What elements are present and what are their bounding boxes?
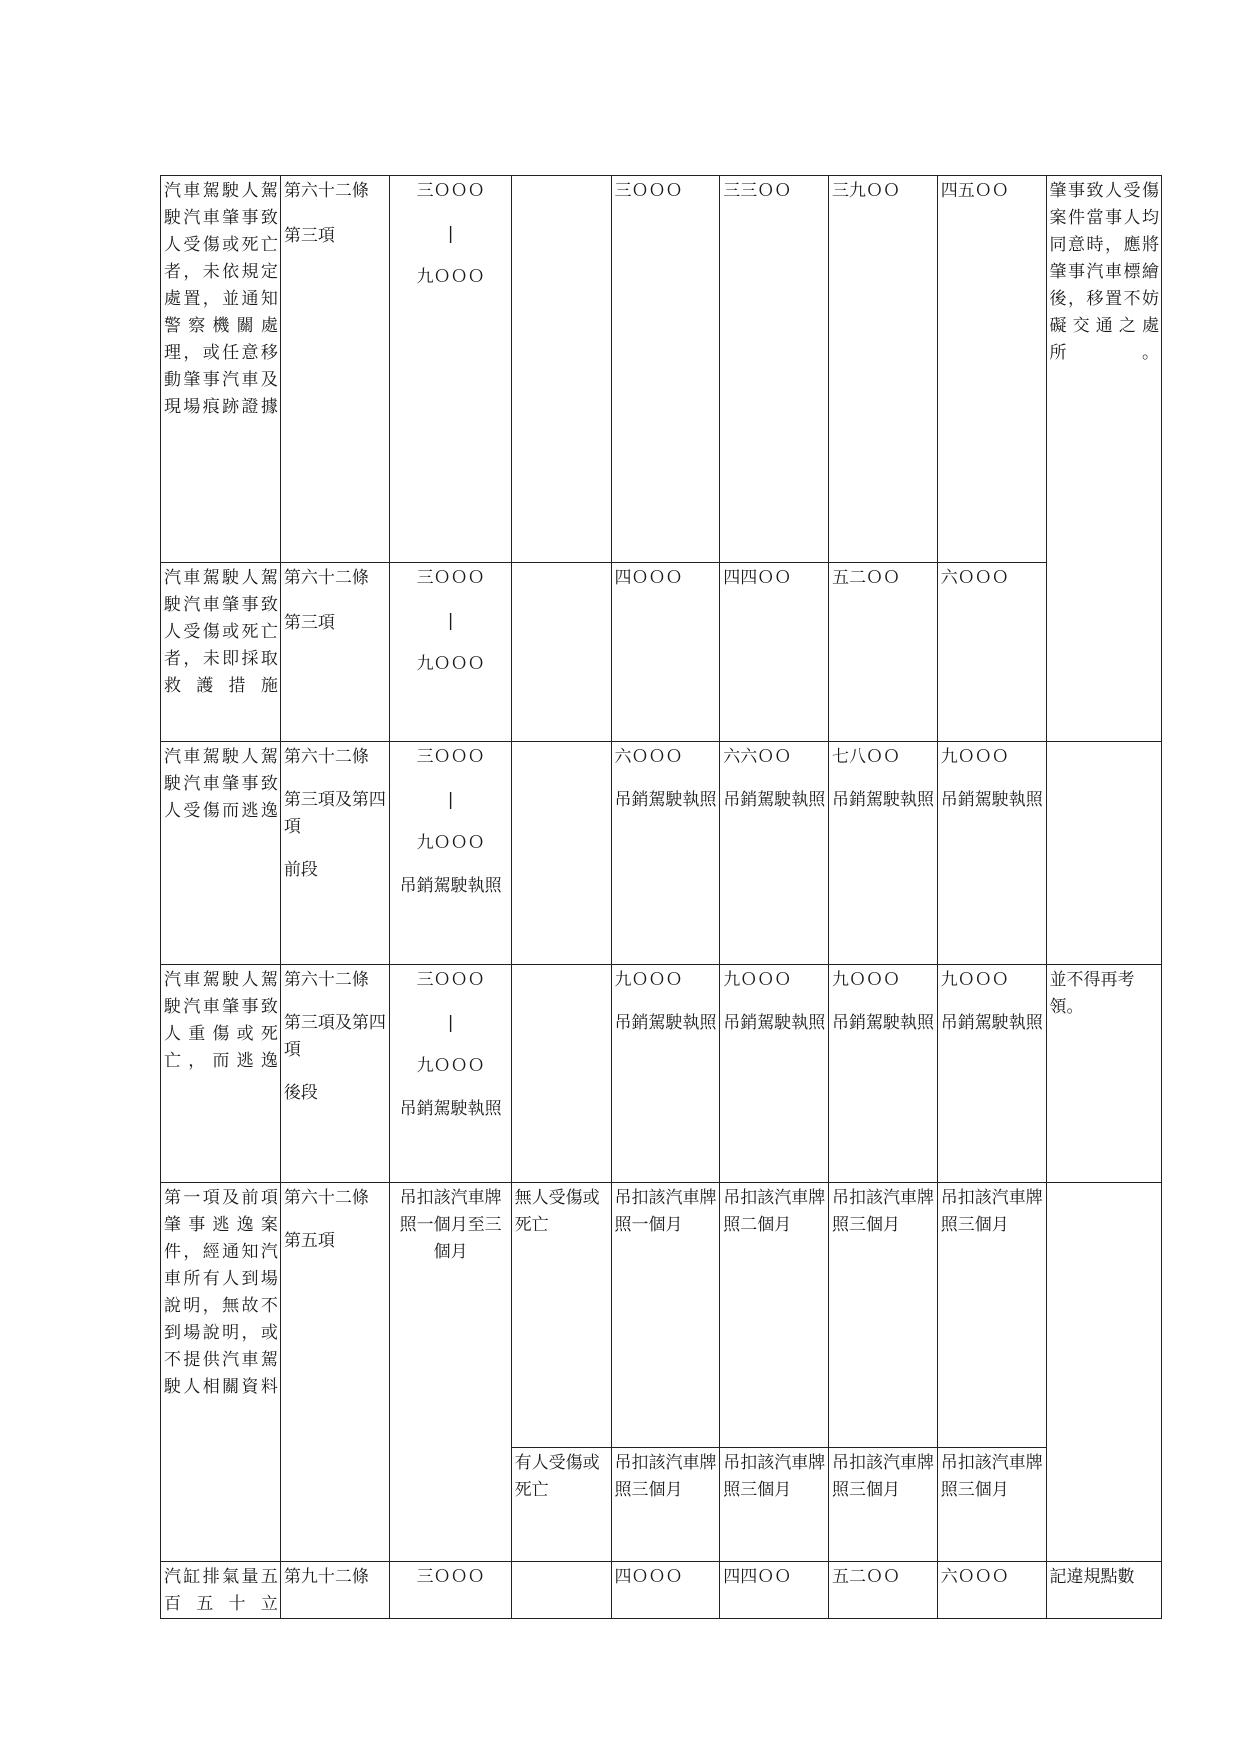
- fine-range-low: 三ＯＯＯ: [416, 970, 485, 990]
- table-row: [161, 176, 1162, 563]
- fine-range-separator: |: [447, 790, 454, 810]
- fine-tier-3: 吊扣該汽車牌照三個月: [829, 1448, 938, 1562]
- condition-cell: [511, 176, 611, 563]
- fine-tier-3: [829, 965, 938, 1183]
- fine-tier-amount: 六六ＯＯ: [723, 747, 792, 767]
- violation-cell: 汽車駕駛人駕駛汽車肇事致人受傷或死亡者，未依規定處置，並通知警察機關處理，或任意移動肇事汽車及現場痕跡證據: [161, 176, 281, 563]
- fine-tier-1: [611, 965, 720, 1183]
- violation-cell: 汽缸排氣量五百五十立: [161, 1562, 281, 1619]
- fine-tier-sanction: 吊銷駕駛執照: [832, 1013, 935, 1033]
- article-main: 第六十二條: [283, 181, 369, 201]
- fine-tier-3: 五二ＯＯ: [829, 563, 938, 742]
- fine-range-low: 三ＯＯＯ: [416, 181, 485, 201]
- fine-tier-4: 吊扣該汽車牌照三個月: [937, 1448, 1046, 1562]
- note-cell: 記違規點數: [1046, 1562, 1161, 1619]
- fine-tier-2: 吊扣該汽車牌照三個月: [720, 1448, 829, 1562]
- article-clause: 第五項: [283, 1231, 335, 1251]
- violation-cell: 汽車駕駛人駕駛汽車肇事致人受傷或死亡者，未即採取救護措施: [161, 563, 281, 742]
- fine-tier-sanction: 吊銷駕駛執照: [940, 1013, 1043, 1033]
- article-clause: 第三項及第四項: [283, 1013, 386, 1060]
- fine-tier-1: 三ＯＯＯ: [611, 176, 720, 563]
- condition-cell: [511, 742, 611, 965]
- fine-tier-amount: 九ＯＯＯ: [940, 747, 1009, 767]
- fine-tier-4: [937, 965, 1046, 1183]
- fine-tier-amount: 六ＯＯＯ: [614, 747, 683, 767]
- fine-range-high: 九ＯＯＯ: [416, 1056, 485, 1076]
- fine-range-low: 三ＯＯＯ: [416, 747, 485, 767]
- fine-tier-2: 四四ＯＯ: [720, 563, 829, 742]
- article-cell: 第九十二條: [280, 1562, 389, 1619]
- fine-tier-sanction: 吊銷駕駛執照: [723, 790, 826, 810]
- article-clause-part: 後段: [283, 1083, 318, 1103]
- fine-tier-4: 四五ＯＯ: [937, 176, 1046, 563]
- fine-tier-2: 三三ＯＯ: [720, 176, 829, 563]
- fine-tier-4: 六ＯＯＯ: [937, 563, 1046, 742]
- fine-tier-4: 吊扣該汽車牌照三個月: [937, 1183, 1046, 1448]
- fine-range-cell: [389, 176, 511, 563]
- penalty-table: [160, 175, 1162, 1619]
- fine-tier-3: 吊扣該汽車牌照三個月: [829, 1183, 938, 1448]
- fine-tier-amount: 七八ＯＯ: [832, 747, 901, 767]
- fine-range-cell: 三ＯＯＯ: [389, 1562, 511, 1619]
- fine-range-cell: [389, 965, 511, 1183]
- table-row: [161, 965, 1162, 1183]
- article-cell: [280, 742, 389, 965]
- fine-range-low: 三ＯＯＯ: [416, 568, 485, 588]
- fine-range-cell: 吊扣該汽車牌照一個月至三個月: [389, 1183, 511, 1562]
- condition-cell: 有人受傷或死亡: [511, 1448, 611, 1562]
- fine-tier-3: [829, 742, 938, 965]
- fine-tier-2: [720, 742, 829, 965]
- condition-cell: [511, 1562, 611, 1619]
- condition-cell: [511, 563, 611, 742]
- fine-tier-2: [720, 965, 829, 1183]
- article-cell: [280, 1183, 389, 1562]
- table-row: [161, 742, 1162, 965]
- condition-cell: 無人受傷或死亡: [511, 1183, 611, 1448]
- fine-range-high: 九ＯＯＯ: [416, 833, 485, 853]
- article-clause-part: 前段: [283, 860, 318, 880]
- fine-range-separator: |: [447, 611, 454, 631]
- fine-tier-amount: 九ＯＯＯ: [940, 970, 1009, 990]
- fine-tier-4: [937, 742, 1046, 965]
- fine-tier-1: [611, 742, 720, 965]
- note-cell: [1046, 1183, 1161, 1562]
- note-cell: 肇事致人受傷案件當事人均同意時，應將肇事汽車標繪後，移置不妨礙交通之處所。: [1046, 176, 1161, 742]
- fine-tier-sanction: 吊銷駕駛執照: [614, 1013, 717, 1033]
- fine-range-high: 九ＯＯＯ: [416, 267, 485, 287]
- fine-tier-3: 三九ＯＯ: [829, 176, 938, 563]
- fine-tier-1: 吊扣該汽車牌照一個月: [611, 1183, 720, 1448]
- article-main: 第六十二條: [283, 568, 369, 588]
- fine-tier-sanction: 吊銷駕駛執照: [614, 790, 717, 810]
- article-clause: 第三項: [283, 226, 335, 246]
- fine-range-separator: |: [447, 224, 454, 244]
- fine-tier-sanction: 吊銷駕駛執照: [832, 790, 935, 810]
- article-clause: 第三項及第四項: [283, 790, 386, 837]
- fine-range-separator: |: [447, 1013, 454, 1033]
- table-row: [161, 1562, 1162, 1619]
- fine-tier-sanction: 吊銷駕駛執照: [723, 1013, 826, 1033]
- table-row: [161, 1183, 1162, 1448]
- fine-tier-amount: 九ＯＯＯ: [723, 970, 792, 990]
- article-main: 第六十二條: [283, 747, 369, 767]
- note-cell: [1046, 742, 1161, 965]
- article-clause: 第三項: [283, 613, 335, 633]
- violation-cell: 汽車駕駛人駕駛汽車肇事致人重傷或死亡，而逃逸: [161, 965, 281, 1183]
- fine-tier-1: 吊扣該汽車牌照三個月: [611, 1448, 720, 1562]
- penalty-table-sheet: [160, 175, 1162, 1619]
- fine-range-extra: 吊銷駕駛執照: [399, 876, 502, 896]
- fine-tier-2: 吊扣該汽車牌照二個月: [720, 1183, 829, 1448]
- fine-tier-amount: 九ＯＯＯ: [832, 970, 901, 990]
- fine-range-cell: [389, 563, 511, 742]
- fine-range-extra: 吊銷駕駛執照: [399, 1099, 502, 1119]
- violation-cell: 汽車駕駛人駕駛汽車肇事致人受傷而逃逸: [161, 742, 281, 965]
- fine-range-high: 九ＯＯＯ: [416, 654, 485, 674]
- fine-tier-amount: 九ＯＯＯ: [614, 970, 683, 990]
- article-main: 第六十二條: [283, 1188, 369, 1208]
- fine-range-cell: [389, 742, 511, 965]
- fine-tier-3: 五二ＯＯ: [829, 1562, 938, 1619]
- article-main: 第六十二條: [283, 970, 369, 990]
- fine-tier-4: 六ＯＯＯ: [937, 1562, 1046, 1619]
- fine-tier-sanction: 吊銷駕駛執照: [940, 790, 1043, 810]
- fine-tier-2: 四四ＯＯ: [720, 1562, 829, 1619]
- table-row: [161, 563, 1162, 742]
- fine-tier-1: 四ＯＯＯ: [611, 1562, 720, 1619]
- note-cell: 並不得再考領。: [1046, 965, 1161, 1183]
- article-cell: [280, 965, 389, 1183]
- article-cell: [280, 563, 389, 742]
- fine-tier-1: 四ＯＯＯ: [611, 563, 720, 742]
- article-cell: [280, 176, 389, 563]
- condition-cell: [511, 965, 611, 1183]
- violation-cell: 第一項及前項肇事逃逸案件，經通知汽車所有人到場說明，無故不到場說明，或不提供汽車駕駛人相關資料: [161, 1183, 281, 1562]
